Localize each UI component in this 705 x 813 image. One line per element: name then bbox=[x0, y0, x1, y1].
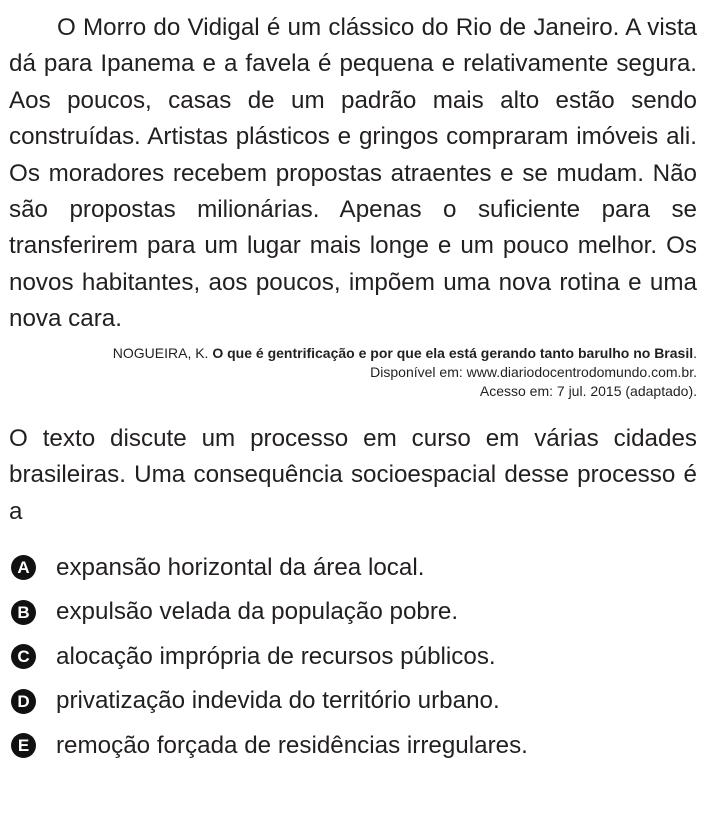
option-e[interactable] bbox=[9, 723, 697, 768]
option-text: expansão horizontal da área local. bbox=[56, 553, 425, 581]
citation-reference bbox=[9, 344, 697, 363]
option-letter-badge: B bbox=[11, 600, 36, 625]
option-c[interactable] bbox=[9, 634, 697, 679]
option-letter-badge: E bbox=[11, 733, 36, 758]
option-letter-badge: A bbox=[11, 555, 36, 580]
option-text: alocação imprópria de recursos públicos. bbox=[56, 642, 496, 670]
citation-available: Disponível em: www.diariodocentrodomundo.com.br. bbox=[370, 363, 697, 380]
option-letter-badge: C bbox=[11, 644, 36, 669]
option-letter-badge: D bbox=[11, 689, 36, 714]
option-text: remoção forçada de residências irregulares. bbox=[56, 731, 528, 759]
option-d[interactable] bbox=[9, 679, 697, 724]
option-b[interactable] bbox=[9, 590, 697, 635]
option-text: privatização indevida do território urbano. bbox=[56, 687, 500, 715]
answer-options bbox=[9, 545, 697, 768]
citation-title-suffix: . bbox=[693, 344, 697, 361]
citation-author: NOGUEIRA, K. bbox=[112, 344, 213, 361]
option-a[interactable] bbox=[9, 545, 697, 590]
option-text: expulsão velada da população pobre. bbox=[56, 598, 459, 626]
source-citation bbox=[9, 344, 697, 401]
citation-title: O que é gentrificação e por que ela está gerando tanto barulho no Brasil bbox=[212, 344, 694, 361]
passage-text: O Morro do Vidigal é um clássico do Rio de Janeiro. A vista dá para Ipanema e a favela é pequena e relativamente segura. Aos poucos, casas de um padrão mais alto estão sendo construídas. Artistas plásticos e gringos compraram imóveis ali. Os moradores recebem propostas atraentes e se mudam. Não são propostas milionárias. Apenas o suficiente para se transferirem para um lugar mais longe e um pouco melhor. Os novos habitantes, aos poucos, impõem uma nova rotina e uma nova cara. bbox=[9, 14, 697, 333]
citation-accessed: Acesso em: 7 jul. 2015 (adaptado). bbox=[479, 382, 697, 399]
question-stem: O texto discute um processo em curso em várias cidades brasileiras. Uma consequência socioespacial desse processo é a bbox=[9, 424, 697, 525]
